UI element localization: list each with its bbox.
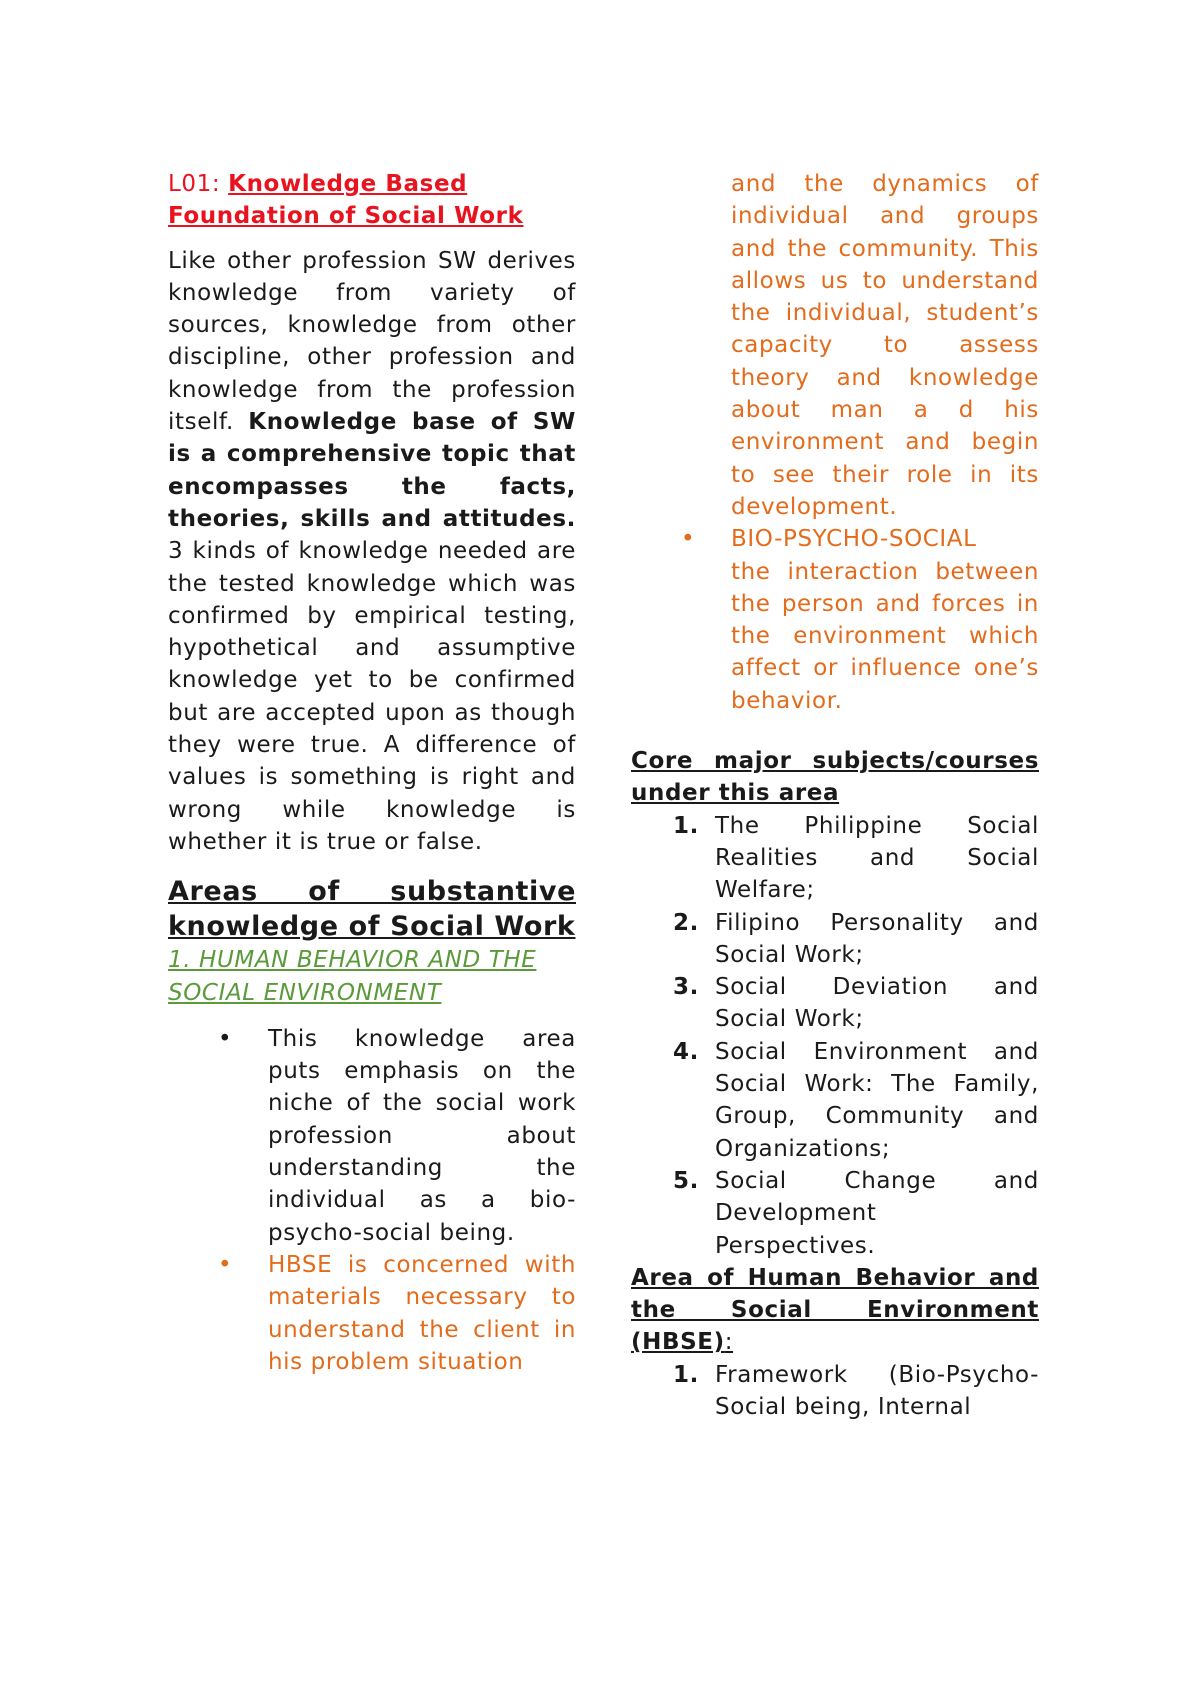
bullet-icon: • [681,526,696,553]
item-number: 2. [673,909,699,936]
area-heading-text: Area of Human Behavior and the Social Environment (HBSE) [631,1264,1039,1356]
item-text: Social Deviation and Social Work; [715,974,1039,1033]
area-heading [631,1262,1039,1359]
area-heading-colon: : [724,1329,734,1356]
intro-paragraph [168,245,576,859]
bullet-icon: • [218,1025,233,1052]
core-subjects-list [631,810,1039,1262]
bullet-continuation: and the dynamics of individual and groups and the community. This allows us to understand the individual, student’s capacity to assess theory and knowledge about man a d his environment and begin to see their role in its development. [731,171,1039,520]
list-item [631,1165,1039,1262]
list-item [631,523,1039,717]
hbse-heading: 1. HUMAN BEHAVIOR AND THE SOCIAL ENVIRONMENT [168,947,537,1006]
bio-psycho-social-list [631,523,1039,717]
bullet-text: This knowledge area puts emphasis on the niche of the social work profession about understanding the individual as a bio-psycho-social being. [268,1025,576,1246]
hbse-area-list [631,1359,1039,1424]
item-text: Framework (Bio-Psycho-Social being, Internal [715,1361,1039,1420]
item-number: 5. [673,1167,699,1194]
item-number: 4. [673,1038,699,1065]
bullet-label: BIO-PSYCHO-SOCIAL [731,526,977,553]
areas-heading: Areas of substantive knowledge of Social Work [168,876,576,943]
item-number: 1. [673,812,699,839]
list-item [631,810,1039,907]
list-item [168,1023,576,1249]
title-prefix: L01: [168,171,229,197]
bullet-text: the interaction between the person and forces in the environment which affect or influence one’s behavior. [731,558,1039,714]
intro-bold-text: Knowledge base of SW is a comprehensive topic that encompasses the facts, theories, skills and attitudes. [168,409,577,532]
item-text: Social Environment and Social Work: The Family, Group, Community and Organizations; [715,1038,1039,1162]
list-item [631,971,1039,1036]
list-item [631,1036,1039,1165]
title-line-1: Knowledge Based [228,171,468,197]
list-item [631,907,1039,972]
list-item [631,1359,1039,1424]
bullet-icon: • [218,1251,233,1278]
list-item [168,1249,576,1378]
item-text: Social Change and Development Perspectives. [715,1167,1039,1259]
bullet-text: HBSE is concerned with materials necessary to understand the client in his problem situation [268,1251,576,1375]
item-number: 3. [673,974,699,1001]
item-text: The Philippine Social Realities and Social Welfare; [715,812,1039,904]
core-subjects-heading: Core major subjects/courses under this area [631,748,1039,807]
item-text: Filipino Personality and Social Work; [715,909,1039,968]
intro-text-1: Like other profession SW derives knowledge from variety of sources, knowledge from other discipline, other profession and knowledge from the profession itself. [168,247,576,436]
page-title [168,168,576,233]
right-column [631,168,1039,1423]
intro-text-2: 3 kinds of knowledge needed are the tested knowledge which was confirmed by empirical testing, hypothetical and assumptive knowledge yet to be confirmed but are accepted upon as though they were true. A difference of values is something is right and wrong while knowledge is whether it is true or false. [168,538,576,855]
left-column [168,168,576,1378]
hbse-bullet-list [168,1023,576,1378]
item-number: 1. [673,1361,699,1388]
title-line-2: Foundation of Social Work [168,203,524,230]
